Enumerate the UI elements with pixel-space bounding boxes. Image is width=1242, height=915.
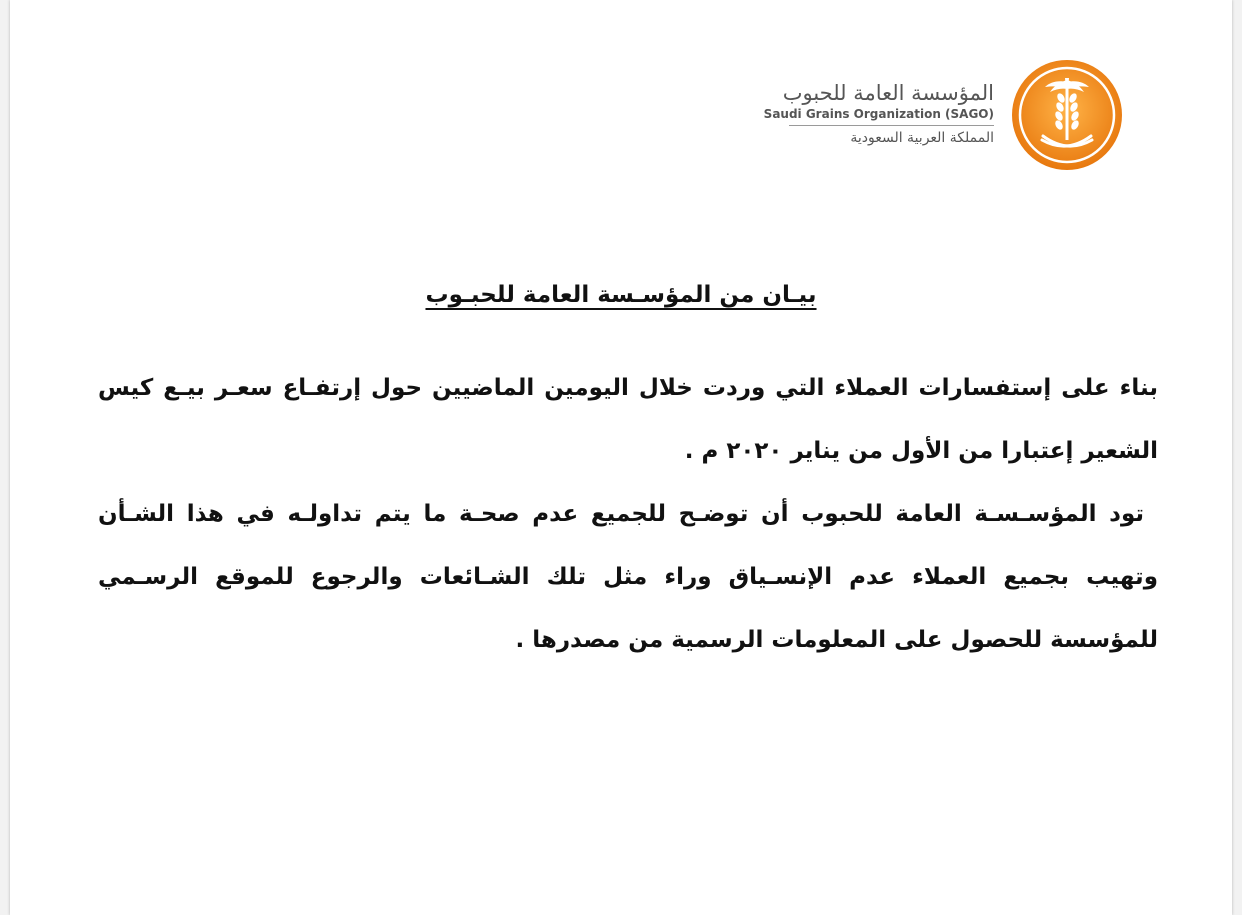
logo-divider	[789, 125, 994, 126]
palm-wheat-swords-emblem-icon	[1010, 58, 1124, 172]
statement-title	[10, 282, 1232, 308]
statement-title-text: بيـان من المؤسـسة العامة للحبـوب	[425, 282, 817, 308]
logo-english-name: Saudi Grains Organization (SAGO)	[763, 107, 994, 121]
logo-text	[764, 80, 994, 147]
statement-body	[98, 357, 1158, 672]
sago-logo	[763, 58, 1124, 173]
document-page	[10, 0, 1232, 915]
logo-country: المملكة العربية السعودية	[850, 130, 994, 146]
statement-paragraph-1: بناء على إستفسارات العملاء التي وردت خلال اليومين الماضيين حول إرتفـاع سعـر بيـع كيس الشعير إعتبارا من الأول من يناير ٢٠٢٠ م .	[98, 375, 1158, 464]
logo-arabic-name: المؤسسة العامة للحبوب	[782, 81, 994, 105]
statement-paragraph-2: تود المؤسـسـة العامة للحبوب أن توضـح للجميع عدم صحـة ما يتم تداولـه في هذا الشـأن وتهيب بجميع العملاء عدم الإنسـياق وراء مثل تلك الشـائعات والرجوع للموقع الرسـمي للمؤسسة للحصول على المعلومات الرسمية من مصدرها .	[98, 501, 1158, 653]
